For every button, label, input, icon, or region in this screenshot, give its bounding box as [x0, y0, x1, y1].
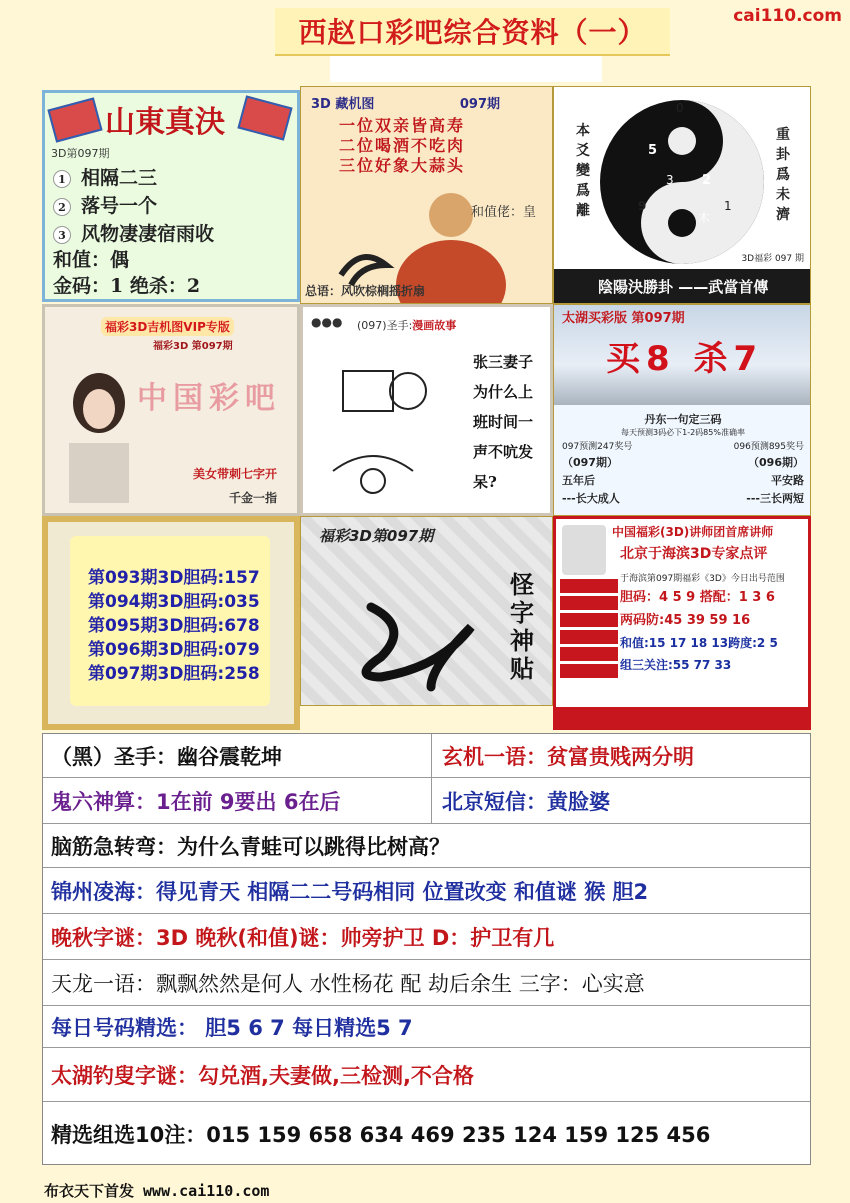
issue-label: 097期 — [459, 97, 500, 112]
shengshou-text: （黑）圣手：幽谷震乾坤 — [51, 744, 282, 769]
menu-bar — [560, 647, 618, 661]
text-section — [42, 733, 811, 1165]
table-row — [560, 438, 806, 453]
trigram-number: 1 — [724, 199, 732, 213]
table-cell: ---长大成人 — [562, 492, 620, 505]
panel-yinyang-gua — [553, 86, 811, 304]
watermark: 中国彩吧 — [137, 381, 281, 416]
trigram-number: 9 — [638, 199, 647, 213]
row-1 — [43, 734, 810, 778]
panel-heading: 太湖买彩版 第097期 — [562, 311, 685, 326]
issue-label: 3D第097期 — [51, 147, 110, 160]
verse-line: 二位喝酒不吃肉 — [339, 136, 466, 155]
issue-label: 福彩3D 第097期 — [153, 341, 233, 352]
panel-heading — [357, 317, 456, 333]
list-item: 第093期3D胆码:157 — [88, 568, 260, 588]
strange-character-glyph — [321, 567, 501, 697]
vip-badge: 福彩3D吉机图VIP专版 — [101, 317, 234, 336]
guiliu-text: 鬼六神算：1在前 9要出 6在后 — [51, 789, 341, 814]
page-footer[interactable]: 布衣天下首发 www.cai110.com — [44, 1182, 270, 1200]
row-7: 每日号码精选： 胆5 6 7 每日精选5 7 — [43, 1006, 810, 1048]
clue-line — [53, 219, 214, 246]
dan-line: 胆码：4 5 9 搭配：1 3 6 — [620, 590, 775, 605]
blank-strip — [330, 56, 602, 82]
panel-cangji-tu — [300, 86, 553, 304]
table-row — [560, 489, 806, 507]
clue-text: 相隔二三 — [81, 167, 158, 189]
right-verse-column — [776, 125, 794, 225]
trigram-number: 3 — [666, 173, 674, 187]
beijing-text: 北京短信：黄脸婆 — [431, 778, 610, 823]
lady-illustration — [59, 363, 139, 503]
row-3: 脑筋急转弯：为什么青蛙可以跳得比树高？ — [43, 824, 810, 868]
issue-label: 3D福彩 097 期 — [741, 254, 804, 264]
panel-footer-bar — [556, 707, 808, 727]
trigram-number: 5 — [648, 143, 658, 158]
hezhi-line: 和值:15 17 18 13跨度:2 5 — [620, 636, 778, 650]
list-item: 第094期3D胆码:035 — [88, 592, 260, 612]
table-cell: （096期） — [748, 456, 804, 469]
panel-heading: 中国福彩(3D)讲师团首席讲师 — [612, 525, 774, 539]
verse-char: 重 — [776, 127, 790, 143]
panel-comic-story — [300, 304, 553, 516]
table-cell: ---三长两短 — [746, 492, 804, 505]
xuanji-text: 玄机一语：贫富贵贱两分明 — [431, 734, 694, 777]
sum-line: 和值：偶 — [53, 249, 130, 271]
row-4: 锦州凌海：得见青天 相隔二二号码相同 位置改变 和值谜 猴 胆2 — [43, 868, 810, 914]
number-badge: 1 — [53, 170, 71, 188]
panel-footer: 陰陽決勝卦 ——武當首傳 — [554, 269, 810, 303]
prediction-table — [560, 411, 806, 507]
list-item: 第097期3D胆码:258 — [88, 664, 260, 684]
list-item: 第096期3D胆码:079 — [88, 640, 260, 660]
zu3-line: 组三关注:55 77 33 — [620, 658, 732, 672]
trigram-wood: 木 — [698, 211, 711, 225]
menu-bar — [560, 579, 618, 593]
page-title: 西赵口彩吧综合资料（一） — [298, 16, 647, 49]
panel-heading: 山東真決 — [105, 105, 225, 140]
table-row — [560, 453, 806, 471]
verse-line: 一位双亲皆高寿 — [339, 116, 466, 135]
trigram-number: 0 — [676, 101, 684, 115]
verse-char: 卦 — [776, 147, 790, 163]
prediction-box — [620, 571, 808, 693]
clue-line — [53, 163, 157, 190]
verse-char: 爻 — [576, 143, 590, 159]
caption-text: 美女带刺七字开 — [192, 467, 277, 481]
number-badge: 3 — [53, 226, 71, 244]
menu-bar — [560, 664, 618, 678]
card-decoration — [47, 97, 102, 142]
panel-heading: 3D 藏机图 — [311, 97, 375, 112]
side-menu — [560, 579, 618, 681]
panel-taihu-buy — [553, 304, 811, 516]
table-note: 每天预测3码必下1-2码85%准确率 — [621, 428, 745, 437]
heading-accent: 漫画故事 — [412, 319, 457, 332]
clue-text: 落号一个 — [81, 195, 158, 217]
verse-char: 爲 — [776, 167, 790, 183]
panel-dan-codes — [42, 516, 300, 730]
caption-text: 千金一指 — [228, 491, 277, 505]
balls-icon: ●●● — [311, 315, 343, 329]
panel-subheading: 北京于海滨3D专家点评 — [620, 546, 768, 562]
trigram-number: 2 — [702, 173, 712, 188]
menu-bar — [560, 630, 618, 644]
gold-line: 金码：1 绝杀：2 — [53, 275, 201, 297]
page-title-banner — [275, 8, 670, 56]
comic-illustration — [313, 341, 463, 511]
site-logo[interactable]: cai110.com — [733, 6, 842, 26]
verse-char: 未 — [776, 187, 790, 203]
author-label: 和值佬：皇 — [470, 205, 536, 220]
hint-text: 总语：风吹棕榈摇折扇 — [305, 284, 426, 298]
menu-bar — [560, 596, 618, 610]
panel-heading: 福彩3D第097期 — [319, 527, 434, 545]
menu-bar — [560, 613, 618, 627]
row-6: 天龙一语：飘飘然然是何人 水性杨花 配 劫后余生 三字：心实意 — [43, 960, 810, 1006]
card-decoration — [237, 95, 292, 140]
expert-avatar — [562, 525, 606, 575]
verse-char: 變 — [576, 163, 590, 179]
table-title: 丹东一句定三码 — [644, 413, 722, 426]
verse-char: 濟 — [776, 207, 790, 223]
table-cell: 096预测895奖号 — [733, 442, 804, 452]
heading-prefix: (097)圣手: — [357, 319, 413, 332]
row-8: 太湖钓叟字谜：勾兑酒,夫妻做,三检测,不合格 — [43, 1048, 810, 1102]
panel-expert-review — [553, 516, 811, 730]
panel-shandong-zhenjue — [42, 90, 300, 302]
row-9: 精选组选10注：015 159 658 634 469 235 124 159 125 456 — [51, 1123, 711, 1147]
list-item: 第095期3D胆码:678 — [88, 616, 260, 636]
clue-line — [53, 191, 157, 218]
box-caption: 于海滨第097期福彩《3D》今日出号范围 — [620, 574, 785, 584]
row-2 — [43, 778, 810, 824]
verse-char: 爲 — [576, 183, 590, 199]
clue-text: 风物凄凄宿雨收 — [81, 223, 215, 245]
fang-line: 两码防:45 39 59 16 — [620, 613, 751, 628]
table-row — [560, 471, 806, 489]
side-caption: 怪字神贴 — [510, 571, 534, 683]
verse-char: 本 — [576, 123, 590, 139]
number-badge: 2 — [53, 198, 71, 216]
buy-kill-text: 买8 杀7 — [606, 339, 764, 379]
table-cell: 平安路 — [771, 474, 804, 487]
table-cell: （097期） — [562, 456, 618, 469]
table-cell: 五年后 — [562, 474, 595, 487]
panel-strange-char — [300, 516, 553, 706]
left-verse-column — [576, 121, 594, 221]
riddle-question: 张三妻子为什么上班时间一声不吭发呆? — [473, 353, 534, 491]
verse-line: 三位好象大蒜头 — [339, 156, 466, 175]
dan-code-list — [70, 536, 270, 706]
verse-char: 離 — [576, 203, 590, 219]
table-cell: 097预测247奖号 — [562, 442, 633, 452]
panel-vip-jiji — [42, 304, 300, 516]
row-5: 晚秋字谜：3D 晚秋(和值)谜：帅旁护卫 D：护卫有几 — [43, 914, 810, 960]
